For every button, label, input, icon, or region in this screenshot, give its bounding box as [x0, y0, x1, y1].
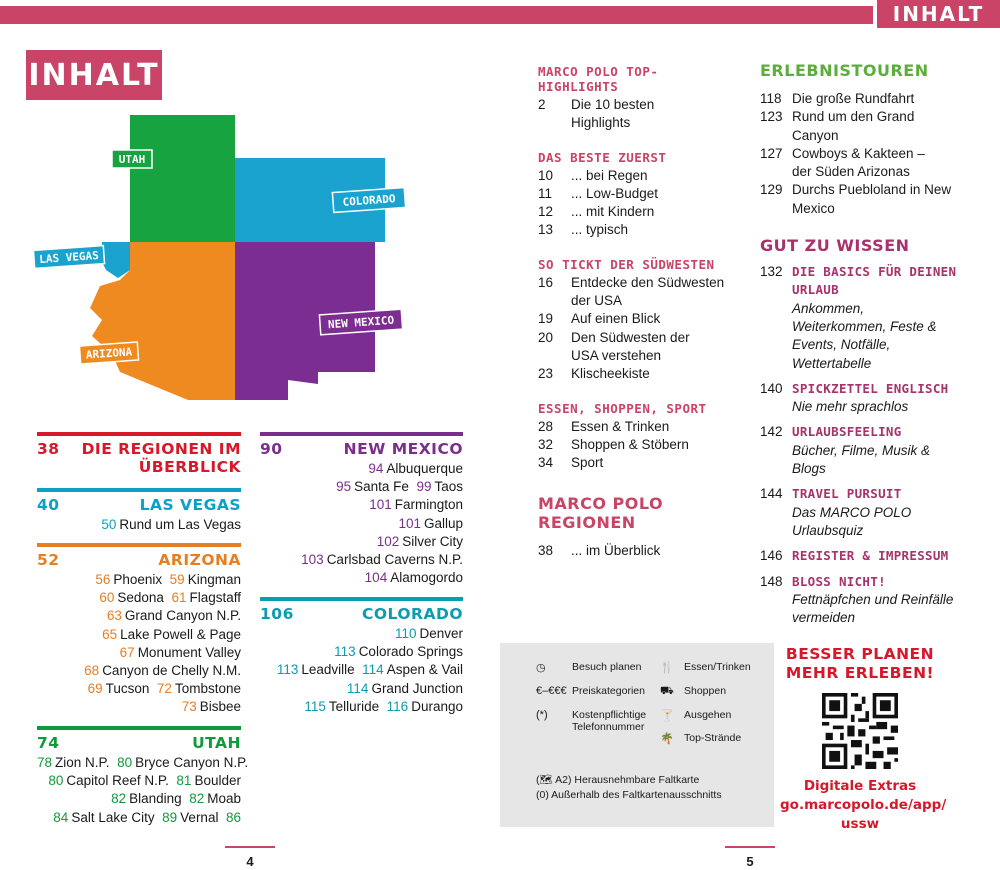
label-las-vegas: [33, 246, 104, 269]
toc-entry[interactable]: 16 Entdecke den Südwesten der USA: [538, 274, 725, 309]
legend-item: 🌴 Top-Strände: [660, 732, 742, 745]
place-entry[interactable]: 50 Rund um Las Vegas: [101, 517, 241, 532]
place-entry[interactable]: 56 Phoenix 59 Kingman: [95, 572, 241, 587]
toc-entry[interactable]: 146 REGISTER & IMPRESSUM: [760, 548, 949, 564]
toc-entry[interactable]: 148 BLOSS NICHT! Fettnäpfchen und Reinfälle vermeiden: [760, 573, 954, 626]
label-arizona-text: ARIZONA: [85, 345, 133, 362]
legend-item: €–€€€ Preiskategorien: [536, 685, 645, 697]
toc-entry[interactable]: 132 DIE BASICS FÜR DEINEN URLAUB Ankommen, Weiterkommen, Feste & Events, Notfälle, Wettertabelle: [760, 264, 957, 371]
toc-entry[interactable]: 38 ... im Überblick: [538, 543, 661, 559]
promo-headline-2: MEHR ERLEBEN!: [785, 664, 935, 682]
toc-entry[interactable]: 32 Shoppen & Stöbern: [538, 436, 689, 452]
page-title: INHALT: [26, 50, 162, 100]
toc-entry[interactable]: 12 ... mit Kindern: [538, 204, 655, 220]
place-entry[interactable]: 80 Capitol Reef N.P. 81 Boulder: [48, 773, 241, 789]
header-tag: INHALT: [877, 0, 1000, 28]
place-entry[interactable]: 84 Salt Lake City 89 Vernal 86: [53, 809, 241, 825]
region-title: NEW MEXICO: [343, 440, 463, 458]
place-entry[interactable]: 95 Santa Fe 99 Taos: [336, 479, 463, 495]
divider: [37, 726, 241, 730]
region-page-num: 52: [37, 551, 60, 569]
label-new-mexico-text: NEW MEXICO: [327, 313, 395, 332]
section-title-highlights: MARCO POLO TOP-HIGHLIGHTS: [538, 64, 659, 94]
toc-entry[interactable]: 118 Die große Rundfahrt: [760, 91, 915, 106]
region-page-num: 40: [37, 496, 60, 514]
label-colorado: [332, 188, 405, 213]
place-entry[interactable]: 113 Colorado Springs: [334, 644, 463, 660]
place-entry[interactable]: 69 Tucson 72 Tombstone: [87, 681, 241, 697]
toc-right-column: [760, 61, 960, 627]
place-entry[interactable]: 104 Alamogordo: [364, 570, 463, 586]
toc-entry[interactable]: 23 Klischeekiste: [538, 366, 650, 382]
region-page-num: 38: [37, 440, 60, 458]
toc-entry[interactable]: 11 ... Low-Budget: [538, 185, 659, 201]
price-icon: €–€€€: [536, 685, 567, 697]
divider: [260, 432, 463, 436]
place-entry[interactable]: 67 Monument Valley: [119, 644, 241, 660]
place-entry[interactable]: 60 Sedona 61 Flagstaff: [99, 590, 241, 606]
toc-entry[interactable]: 140 SPICKZETTEL ENGLISCH Nie mehr sprachlos: [760, 380, 949, 415]
header-bar: [0, 6, 873, 24]
divider: [37, 432, 241, 436]
toc-middle-column: [538, 64, 738, 561]
section-title-tours: ERLEBNISTOUREN: [760, 61, 929, 80]
toc-entry[interactable]: 10 ... bei Regen: [538, 167, 648, 183]
place-entry[interactable]: 103 Carlsbad Caverns N.P.: [301, 552, 463, 568]
region-title: ARIZONA: [158, 551, 241, 569]
region-page-num: 74: [37, 734, 60, 752]
region-arizona[interactable]: [37, 543, 241, 717]
fork-knife-icon: 🍴: [660, 662, 674, 674]
legend-item: ◷ Besuch planen: [536, 661, 642, 674]
legend-item: 🍴 Essen/Trinken: [660, 661, 751, 674]
place-entry[interactable]: 113 Leadville 114 Aspen & Vail: [276, 662, 463, 678]
legend-item: (*) Kostenpflichtige Telefonnummer: [536, 709, 647, 733]
toc-entry[interactable]: 144 TRAVEL PURSUIT Das MARCO POLO Urlaubsquiz: [760, 486, 912, 538]
toc-entry[interactable]: 34 Sport: [538, 455, 604, 471]
clock-icon: ◷: [536, 662, 546, 674]
label-arizona: [79, 342, 138, 364]
map-utah: [130, 115, 235, 242]
place-entry[interactable]: 82 Blanding 82 Moab: [111, 791, 241, 807]
region-title: COLORADO: [361, 605, 463, 623]
place-entry[interactable]: 73 Bisbee: [181, 699, 241, 715]
label-utah: [112, 150, 152, 168]
section-title-regions: MARCO POLO REGIONEN: [538, 494, 664, 533]
toc-entry[interactable]: 127 Cowboys & Kakteen – der Süden Arizonas: [760, 145, 925, 180]
page-number-right: 5: [725, 846, 775, 869]
region-las-vegas[interactable]: [37, 488, 241, 534]
label-las-vegas-text: LAS VEGAS: [38, 248, 100, 267]
divider: [37, 488, 241, 492]
place-entry[interactable]: 101 Farmington: [369, 497, 463, 513]
region-new-mexico[interactable]: [260, 432, 463, 587]
region-title: LAS VEGAS: [139, 496, 241, 514]
toc-entry[interactable]: 20 Den Südwesten der USA verstehen: [538, 329, 690, 363]
cocktail-icon: 🍸: [660, 710, 674, 722]
section-title-southwest: SO TICKT DER SÜDWESTEN: [538, 256, 715, 272]
label-colorado-text: COLORADO: [342, 192, 396, 209]
digital-extras-promo[interactable]: [780, 645, 947, 834]
toc-entry[interactable]: 129 Durchs Puebloland in New Mexico: [760, 182, 952, 216]
toc-entry[interactable]: 13 ... typisch: [538, 222, 629, 238]
region-page-num: 90: [260, 440, 283, 458]
page-number-left: 4: [225, 846, 275, 869]
region-page-num: 106: [260, 605, 294, 623]
place-entry[interactable]: 110 Denver: [394, 626, 463, 641]
place-entry[interactable]: 115 Telluride 116 Durango: [304, 698, 463, 714]
section-title-good-to-know: GUT ZU WISSEN: [760, 236, 910, 256]
place-entry[interactable]: 101 Gallup: [398, 515, 463, 531]
promo-subtitle: Digitale Extras: [803, 778, 917, 794]
qr-code-icon[interactable]: [822, 693, 898, 769]
legend-item: ⛟ Shoppen: [660, 685, 727, 697]
label-utah-text: UTAH: [118, 153, 146, 166]
place-entry[interactable]: 78 Zion N.P. 80 Bryce Canyon N.P.: [37, 755, 249, 770]
basket-icon: ⛟: [660, 685, 674, 697]
toc-entry[interactable]: 142 URLAUBSFEELING Bücher, Filme, Musik & Blogs: [760, 424, 931, 477]
section-title-best-first: DAS BESTE ZUERST: [538, 149, 667, 165]
place-entry[interactable]: 68 Canyon de Chelly N.M.: [84, 663, 241, 679]
place-entry[interactable]: 94 Albuquerque: [368, 461, 463, 476]
legend-note-map: (🗺 A2) Herausnehmbare Faltkarte: [536, 774, 700, 786]
palm-icon: 🌴: [660, 733, 674, 745]
divider: [37, 543, 241, 547]
legend-item: 🍸 Ausgehen: [660, 709, 732, 722]
region-title: UTAH: [192, 734, 241, 752]
divider: [260, 597, 463, 601]
promo-headline-1: BESSER PLANEN: [785, 645, 935, 663]
region-colorado[interactable]: [260, 597, 463, 716]
promo-url[interactable]: go.marcopolo.de/app/: [780, 797, 947, 813]
place-entry[interactable]: 65 Lake Powell & Page: [102, 626, 241, 642]
asterisk-icon: (*): [536, 709, 548, 721]
toc-entry[interactable]: 19 Auf einen Blick: [538, 311, 661, 327]
region-map: [30, 110, 410, 410]
place-entry[interactable]: 63 Grand Canyon N.P.: [106, 608, 241, 624]
legend-box: [500, 643, 774, 827]
region-utah[interactable]: [37, 726, 249, 827]
section-title-food: ESSEN, SHOPPEN, SPORT: [538, 400, 707, 416]
place-entry[interactable]: 114 Grand Junction: [346, 680, 463, 696]
region-overview[interactable]: [37, 432, 241, 476]
toc-entry[interactable]: 2 Die 10 besten Highlights: [538, 97, 655, 131]
region-title: DIE REGIONEN IM ÜBERBLICK: [81, 440, 241, 476]
promo-url-suffix[interactable]: ussw: [840, 816, 880, 832]
toc-entry[interactable]: 123 Rund um den Grand Canyon: [760, 109, 915, 143]
toc-entry[interactable]: 28 Essen & Trinken: [538, 418, 670, 434]
legend-note-outside: (0) Außerhalb des Faltkartenausschnitts: [536, 789, 722, 801]
place-entry[interactable]: 102 Silver City: [376, 533, 463, 549]
